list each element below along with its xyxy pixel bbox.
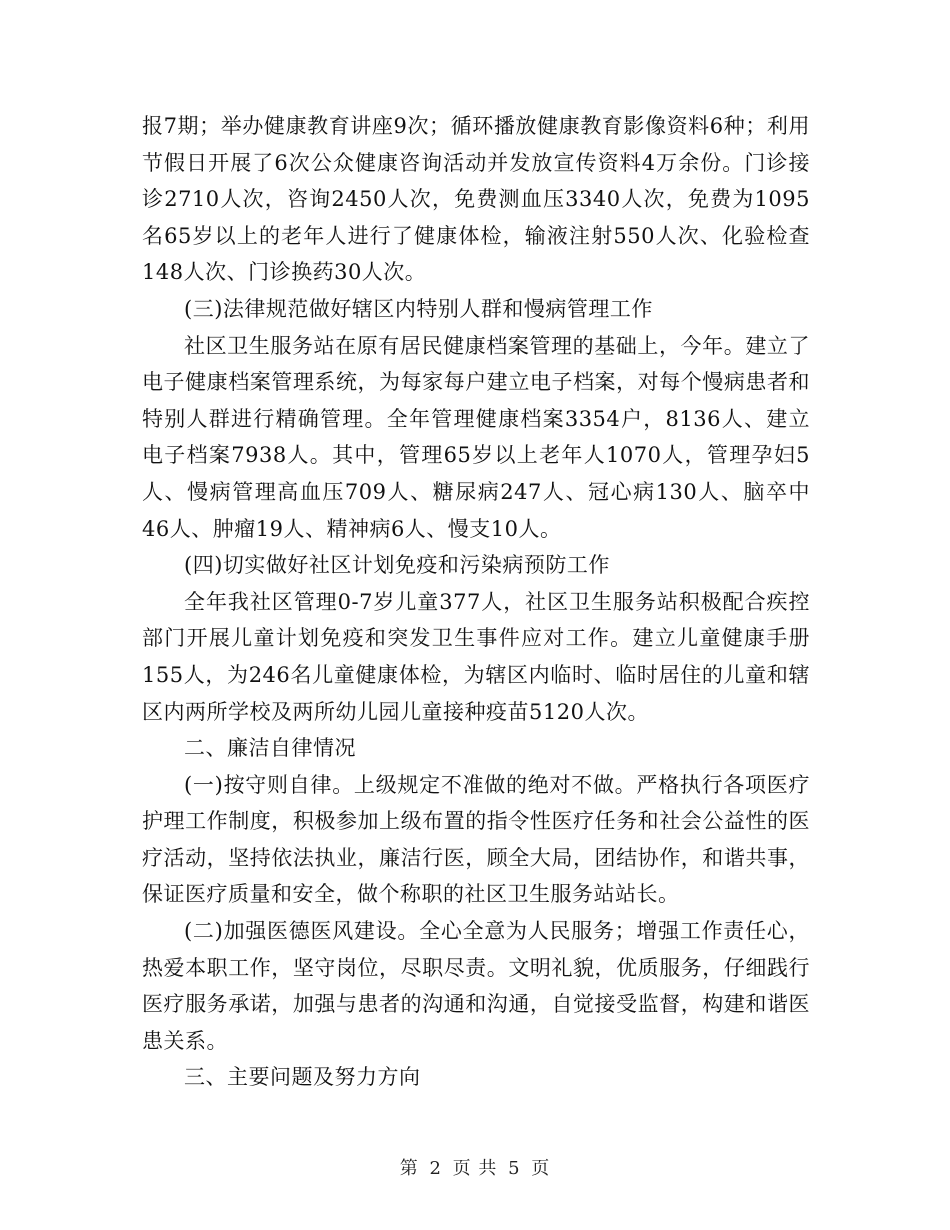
page-label-suffix: 页 [531, 1158, 551, 1179]
section-heading-four: (四)切实做好社区计划免疫和污染病预防工作 [184, 553, 610, 578]
page-footer [0, 1154, 950, 1180]
page-label-prefix: 第 [399, 1158, 419, 1179]
chapter-heading-integrity: 二、廉洁自律情况 [184, 736, 356, 761]
chapter-heading-problems: 三、主要问题及努力方向 [184, 1065, 421, 1090]
page-label-mid: 页 共 [452, 1158, 498, 1179]
paragraph-self-discipline: (一)按守则自律。上级规定不准做的绝对不做。严格执行各项医疗护理工作制度，积极参加上级布置的指令性医疗任务和社会公益性的医疗活动，坚持依法执业，廉洁行医，顾全大局，团结协作，和谐共事，保证医疗质量和安全，做个称职的社区卫生服务站站长。 [142, 772, 810, 907]
section-heading-three: (三)法律规范做好辖区内特别人群和慢病管理工作 [184, 296, 653, 321]
current-page-number: 2 [429, 1158, 442, 1179]
paragraph-immunization: 全年我社区管理0-7岁儿童377人，社区卫生服务站积极配合疾控部门开展儿童计划免疫和突发卫生事件应对工作。建立儿童健康手册155人，为246名儿童健康体检，为辖区内临时、临时居住的儿童和辖区内两所学校及两所幼儿园儿童接种疫苗5120人次。 [142, 589, 810, 724]
paragraph-medical-ethics: (二)加强医德医风建设。全心全意为人民服务；增强工作责任心，热爱本职工作，坚守岗位，尽职尽责。文明礼貌，优质服务，仔细践行医疗服务承诺，加强与患者的沟通和沟通，自觉接受监督，构建和谐医患关系。 [142, 919, 810, 1053]
paragraph-health-records: 社区卫生服务站在原有居民健康档案管理的基础上，今年。建立了电子健康档案管理系统，为每家每户建立电子档案，对每个慢病患者和特别人群进行精确管理。全年管理健康档案3354户，8136人、建立电子档案7938人。其中，管理65岁以上老年人1070人，管理孕妇5人、慢病管理高血压709人、糖尿病247人、冠心病130人、脑卒中46人、肿瘤19人、精神病6人、慢支10人。 [142, 333, 810, 541]
document-body [142, 108, 810, 1096]
total-pages-number: 5 [508, 1158, 521, 1179]
paragraph-continuation: 报7期；举办健康教育讲座9次；循环播放健康教育影像资料6种；利用节假日开展了6次公众健康咨询活动并发放宣传资料4万余份。门诊接诊2710人次，咨询2450人次，免费测血压3340人次，免费为1095名65岁以上的老年人进行了健康体检，输液注射550人次、化验检查148人次、门诊换药30人次。 [142, 114, 810, 285]
